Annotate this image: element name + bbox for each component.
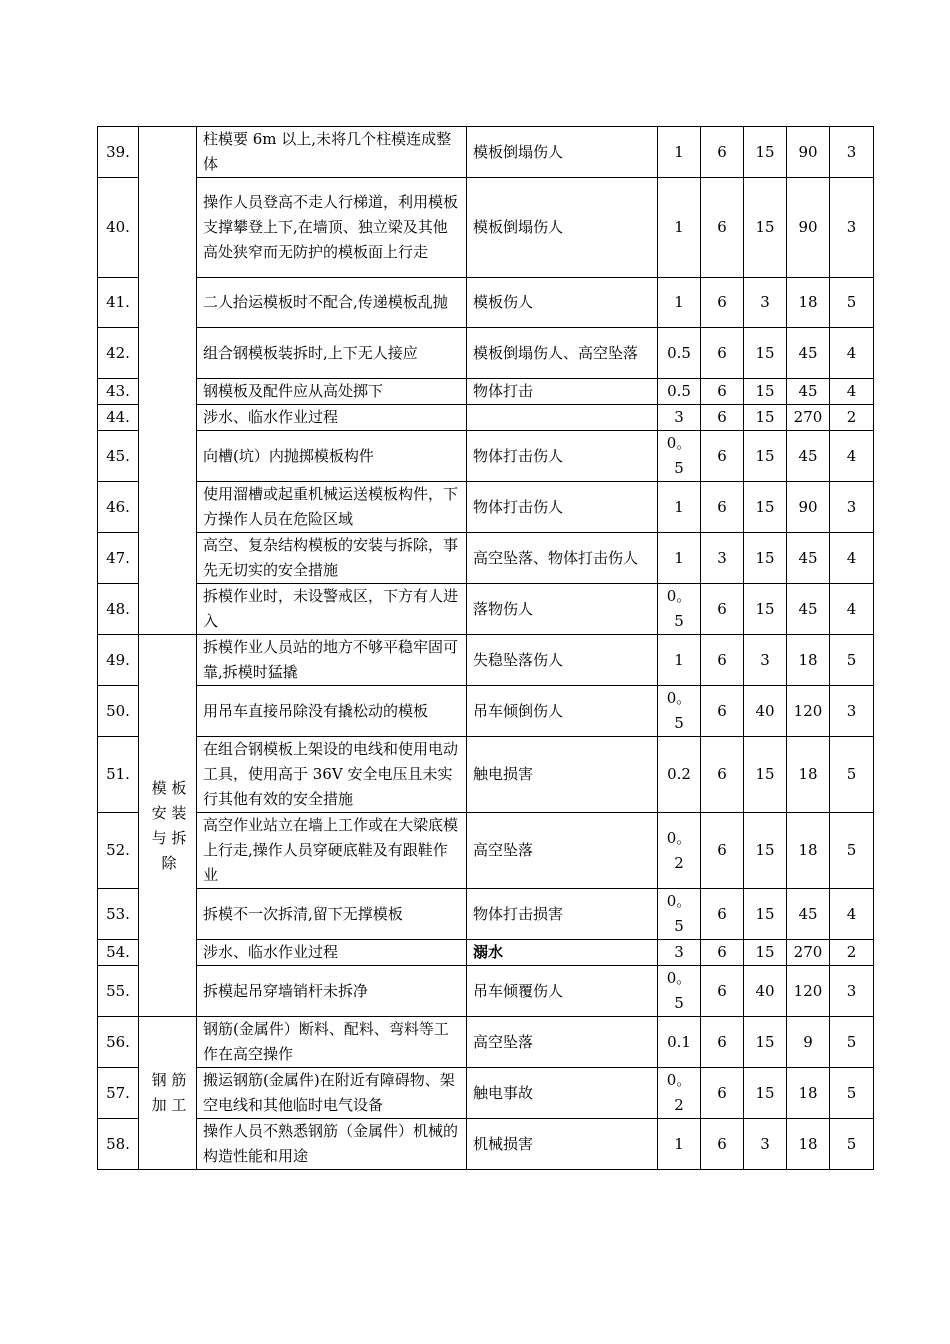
consequence-value: 15 [744, 737, 787, 813]
row-number: 50. [98, 686, 139, 737]
risk-level: 2 [830, 940, 874, 966]
exposure-value: 6 [701, 278, 744, 328]
likelihood-value: 0。5 [658, 584, 701, 635]
row-number: 54. [98, 940, 139, 966]
activity-description: 拆模起吊穿墙销杆未拆净 [197, 966, 467, 1017]
risk-level: 5 [830, 1119, 874, 1170]
risk-level: 3 [830, 127, 874, 178]
table-row [98, 533, 874, 584]
row-number: 43. [98, 379, 139, 405]
risk-level: 5 [830, 278, 874, 328]
exposure-value: 6 [701, 328, 744, 379]
danger-score: 90 [787, 178, 830, 278]
risk-level: 4 [830, 889, 874, 940]
consequence-value: 15 [744, 379, 787, 405]
row-number: 52. [98, 813, 139, 889]
likelihood-value: 0。5 [658, 431, 701, 482]
likelihood-value: 0.1 [658, 1017, 701, 1068]
risk-level: 3 [830, 482, 874, 533]
hazard-cell: 机械损害 [467, 1119, 658, 1170]
hazard-cell: 吊车倾倒伤人 [467, 686, 658, 737]
hazard-cell: 物体打击伤人 [467, 482, 658, 533]
consequence-value: 40 [744, 966, 787, 1017]
danger-score: 45 [787, 379, 830, 405]
risk-level: 3 [830, 686, 874, 737]
danger-score: 90 [787, 127, 830, 178]
consequence-value: 40 [744, 686, 787, 737]
risk-level: 5 [830, 813, 874, 889]
danger-score: 18 [787, 813, 830, 889]
risk-assessment-table [97, 126, 874, 1170]
table-row [98, 966, 874, 1017]
table-row [98, 482, 874, 533]
likelihood-value: 3 [658, 405, 701, 431]
activity-description: 组合钢模板装拆时,上下无人接应 [197, 328, 467, 379]
row-number: 44. [98, 405, 139, 431]
hazard-cell: 模板倒塌伤人、高空坠落 [467, 328, 658, 379]
exposure-value: 6 [701, 737, 744, 813]
table-row [98, 405, 874, 431]
exposure-value: 6 [701, 431, 744, 482]
exposure-value: 6 [701, 635, 744, 686]
risk-level: 3 [830, 178, 874, 278]
exposure-value: 6 [701, 405, 744, 431]
danger-score: 18 [787, 278, 830, 328]
activity-description: 高空作业站立在墙上工作或在大梁底模上行走,操作人员穿硬底鞋及有跟鞋作业 [197, 813, 467, 889]
table-row [98, 889, 874, 940]
hazard-cell: 失稳坠落伤人 [467, 635, 658, 686]
table-row [98, 379, 874, 405]
row-number: 56. [98, 1017, 139, 1068]
exposure-value: 6 [701, 127, 744, 178]
consequence-value: 15 [744, 940, 787, 966]
danger-score: 270 [787, 405, 830, 431]
danger-score: 18 [787, 1068, 830, 1119]
exposure-value: 6 [701, 379, 744, 405]
danger-score: 45 [787, 584, 830, 635]
consequence-value: 15 [744, 1017, 787, 1068]
table-row [98, 940, 874, 966]
table-row [98, 813, 874, 889]
likelihood-value: 1 [658, 635, 701, 686]
activity-description: 涉水、临水作业过程 [197, 940, 467, 966]
risk-level: 3 [830, 966, 874, 1017]
hazard-cell: 高空坠落 [467, 813, 658, 889]
table-row [98, 584, 874, 635]
activity-description: 用吊车直接吊除没有撬松动的模板 [197, 686, 467, 737]
table-row [98, 635, 874, 686]
hazard-cell: 模板伤人 [467, 278, 658, 328]
risk-level: 4 [830, 379, 874, 405]
table-row [98, 737, 874, 813]
consequence-value: 15 [744, 127, 787, 178]
row-number: 45. [98, 431, 139, 482]
likelihood-value: 0.2 [658, 737, 701, 813]
danger-score: 45 [787, 431, 830, 482]
likelihood-value: 0.5 [658, 379, 701, 405]
category-label: 钢 筋 加 工 [151, 1071, 187, 1114]
hazard-cell: 物体打击伤人 [467, 431, 658, 482]
consequence-value: 15 [744, 178, 787, 278]
danger-score: 18 [787, 737, 830, 813]
activity-description: 涉水、临水作业过程 [197, 405, 467, 431]
exposure-value: 3 [701, 533, 744, 584]
table-row [98, 178, 874, 278]
consequence-value: 15 [744, 482, 787, 533]
likelihood-value: 0.5 [658, 328, 701, 379]
activity-description: 拆模作业时，未设警戒区，下方有人进入 [197, 584, 467, 635]
risk-level: 5 [830, 1017, 874, 1068]
likelihood-value: 1 [658, 482, 701, 533]
table-row [98, 1068, 874, 1119]
row-number: 39. [98, 127, 139, 178]
likelihood-value: 1 [658, 533, 701, 584]
consequence-value: 3 [744, 635, 787, 686]
activity-description: 搬运钢筋(金属件)在附近有障碍物、架空电线和其他临时电气设备 [197, 1068, 467, 1119]
likelihood-value: 0。5 [658, 966, 701, 1017]
danger-score: 45 [787, 889, 830, 940]
exposure-value: 6 [701, 482, 744, 533]
row-number: 46. [98, 482, 139, 533]
category-label: 模 板 安 装 与 拆 除 [151, 778, 187, 872]
exposure-value: 6 [701, 1119, 744, 1170]
row-number: 42. [98, 328, 139, 379]
table-row [98, 127, 874, 178]
row-number: 57. [98, 1068, 139, 1119]
risk-level: 4 [830, 584, 874, 635]
hazard-cell: 模板倒塌伤人 [467, 127, 658, 178]
likelihood-value: 0。5 [658, 686, 701, 737]
danger-score: 45 [787, 533, 830, 584]
danger-score: 120 [787, 686, 830, 737]
consequence-value: 15 [744, 405, 787, 431]
consequence-value: 15 [744, 1068, 787, 1119]
activity-description: 操作人员不熟悉钢筋（金属件）机械的构造性能和用途 [197, 1119, 467, 1170]
activity-description: 二人抬运模板时不配合,传递模板乱抛 [197, 278, 467, 328]
category-cell [139, 1017, 197, 1170]
activity-description: 柱模要 6m 以上,未将几个柱模连成整体 [197, 127, 467, 178]
consequence-value: 3 [744, 278, 787, 328]
table-row [98, 686, 874, 737]
hazard-cell: 触电损害 [467, 737, 658, 813]
risk-level: 2 [830, 405, 874, 431]
risk-level: 5 [830, 635, 874, 686]
hazard-cell: 落物伤人 [467, 584, 658, 635]
table-body [98, 127, 874, 1170]
risk-level: 5 [830, 737, 874, 813]
likelihood-value: 0。2 [658, 813, 701, 889]
row-number: 53. [98, 889, 139, 940]
row-number: 48. [98, 584, 139, 635]
risk-level: 5 [830, 1068, 874, 1119]
hazard-cell: 触电事故 [467, 1068, 658, 1119]
exposure-value: 6 [701, 813, 744, 889]
table-row [98, 278, 874, 328]
table-row [98, 328, 874, 379]
likelihood-value: 0。2 [658, 1068, 701, 1119]
consequence-value: 15 [744, 889, 787, 940]
danger-score: 9 [787, 1017, 830, 1068]
hazard-cell: 物体打击损害 [467, 889, 658, 940]
row-number: 58. [98, 1119, 139, 1170]
hazard-cell: 吊车倾覆伤人 [467, 966, 658, 1017]
likelihood-value: 1 [658, 127, 701, 178]
activity-description: 在组合钢模板上架设的电线和使用电动工具，使用高于 36V 安全电压且未实行其他有效的安全措施 [197, 737, 467, 813]
activity-description: 钢筋(金属件）断料、配料、弯料等工作在高空操作 [197, 1017, 467, 1068]
row-number: 51. [98, 737, 139, 813]
activity-description: 使用溜槽或起重机械运送模板构件，下方操作人员在危险区域 [197, 482, 467, 533]
danger-score: 18 [787, 635, 830, 686]
row-number: 55. [98, 966, 139, 1017]
activity-description: 向槽(坑）内抛掷模板构件 [197, 431, 467, 482]
danger-score: 270 [787, 940, 830, 966]
exposure-value: 6 [701, 966, 744, 1017]
activity-description: 操作人员登高不走人行梯道，利用模板支撑攀登上下,在墙顶、独立梁及其他高处狭窄而无防护的模板面上行走 [197, 178, 467, 278]
row-number: 49. [98, 635, 139, 686]
table-row [98, 431, 874, 482]
consequence-value: 15 [744, 533, 787, 584]
exposure-value: 6 [701, 178, 744, 278]
table-row [98, 1119, 874, 1170]
category-cell [139, 635, 197, 1017]
likelihood-value: 1 [658, 278, 701, 328]
hazard-cell [467, 405, 658, 431]
danger-score: 90 [787, 482, 830, 533]
hazard-cell: 高空坠落、物体打击伤人 [467, 533, 658, 584]
consequence-value: 15 [744, 328, 787, 379]
exposure-value: 6 [701, 940, 744, 966]
row-number: 41. [98, 278, 139, 328]
likelihood-value: 1 [658, 1119, 701, 1170]
activity-description: 拆模作业人员站的地方不够平稳牢固可靠,拆模时猛撬 [197, 635, 467, 686]
consequence-value: 15 [744, 584, 787, 635]
likelihood-value: 0。5 [658, 889, 701, 940]
risk-level: 4 [830, 328, 874, 379]
exposure-value: 6 [701, 1017, 744, 1068]
exposure-value: 6 [701, 889, 744, 940]
exposure-value: 6 [701, 1068, 744, 1119]
danger-score: 45 [787, 328, 830, 379]
activity-description: 钢模板及配件应从高处掷下 [197, 379, 467, 405]
consequence-value: 3 [744, 1119, 787, 1170]
risk-level: 4 [830, 431, 874, 482]
danger-score: 120 [787, 966, 830, 1017]
hazard-cell: 模板倒塌伤人 [467, 178, 658, 278]
consequence-value: 15 [744, 813, 787, 889]
hazard-cell: 溺水 [467, 940, 658, 966]
row-number: 47. [98, 533, 139, 584]
danger-score: 18 [787, 1119, 830, 1170]
activity-description: 高空、复杂结构模板的安装与拆除，事先无切实的安全措施 [197, 533, 467, 584]
hazard-cell: 高空坠落 [467, 1017, 658, 1068]
exposure-value: 6 [701, 584, 744, 635]
risk-level: 4 [830, 533, 874, 584]
likelihood-value: 1 [658, 178, 701, 278]
category-cell [139, 127, 197, 635]
consequence-value: 15 [744, 431, 787, 482]
hazard-cell: 物体打击 [467, 379, 658, 405]
likelihood-value: 3 [658, 940, 701, 966]
row-number: 40. [98, 178, 139, 278]
activity-description: 拆模不一次拆清,留下无撑模板 [197, 889, 467, 940]
exposure-value: 6 [701, 686, 744, 737]
table-row [98, 1017, 874, 1068]
